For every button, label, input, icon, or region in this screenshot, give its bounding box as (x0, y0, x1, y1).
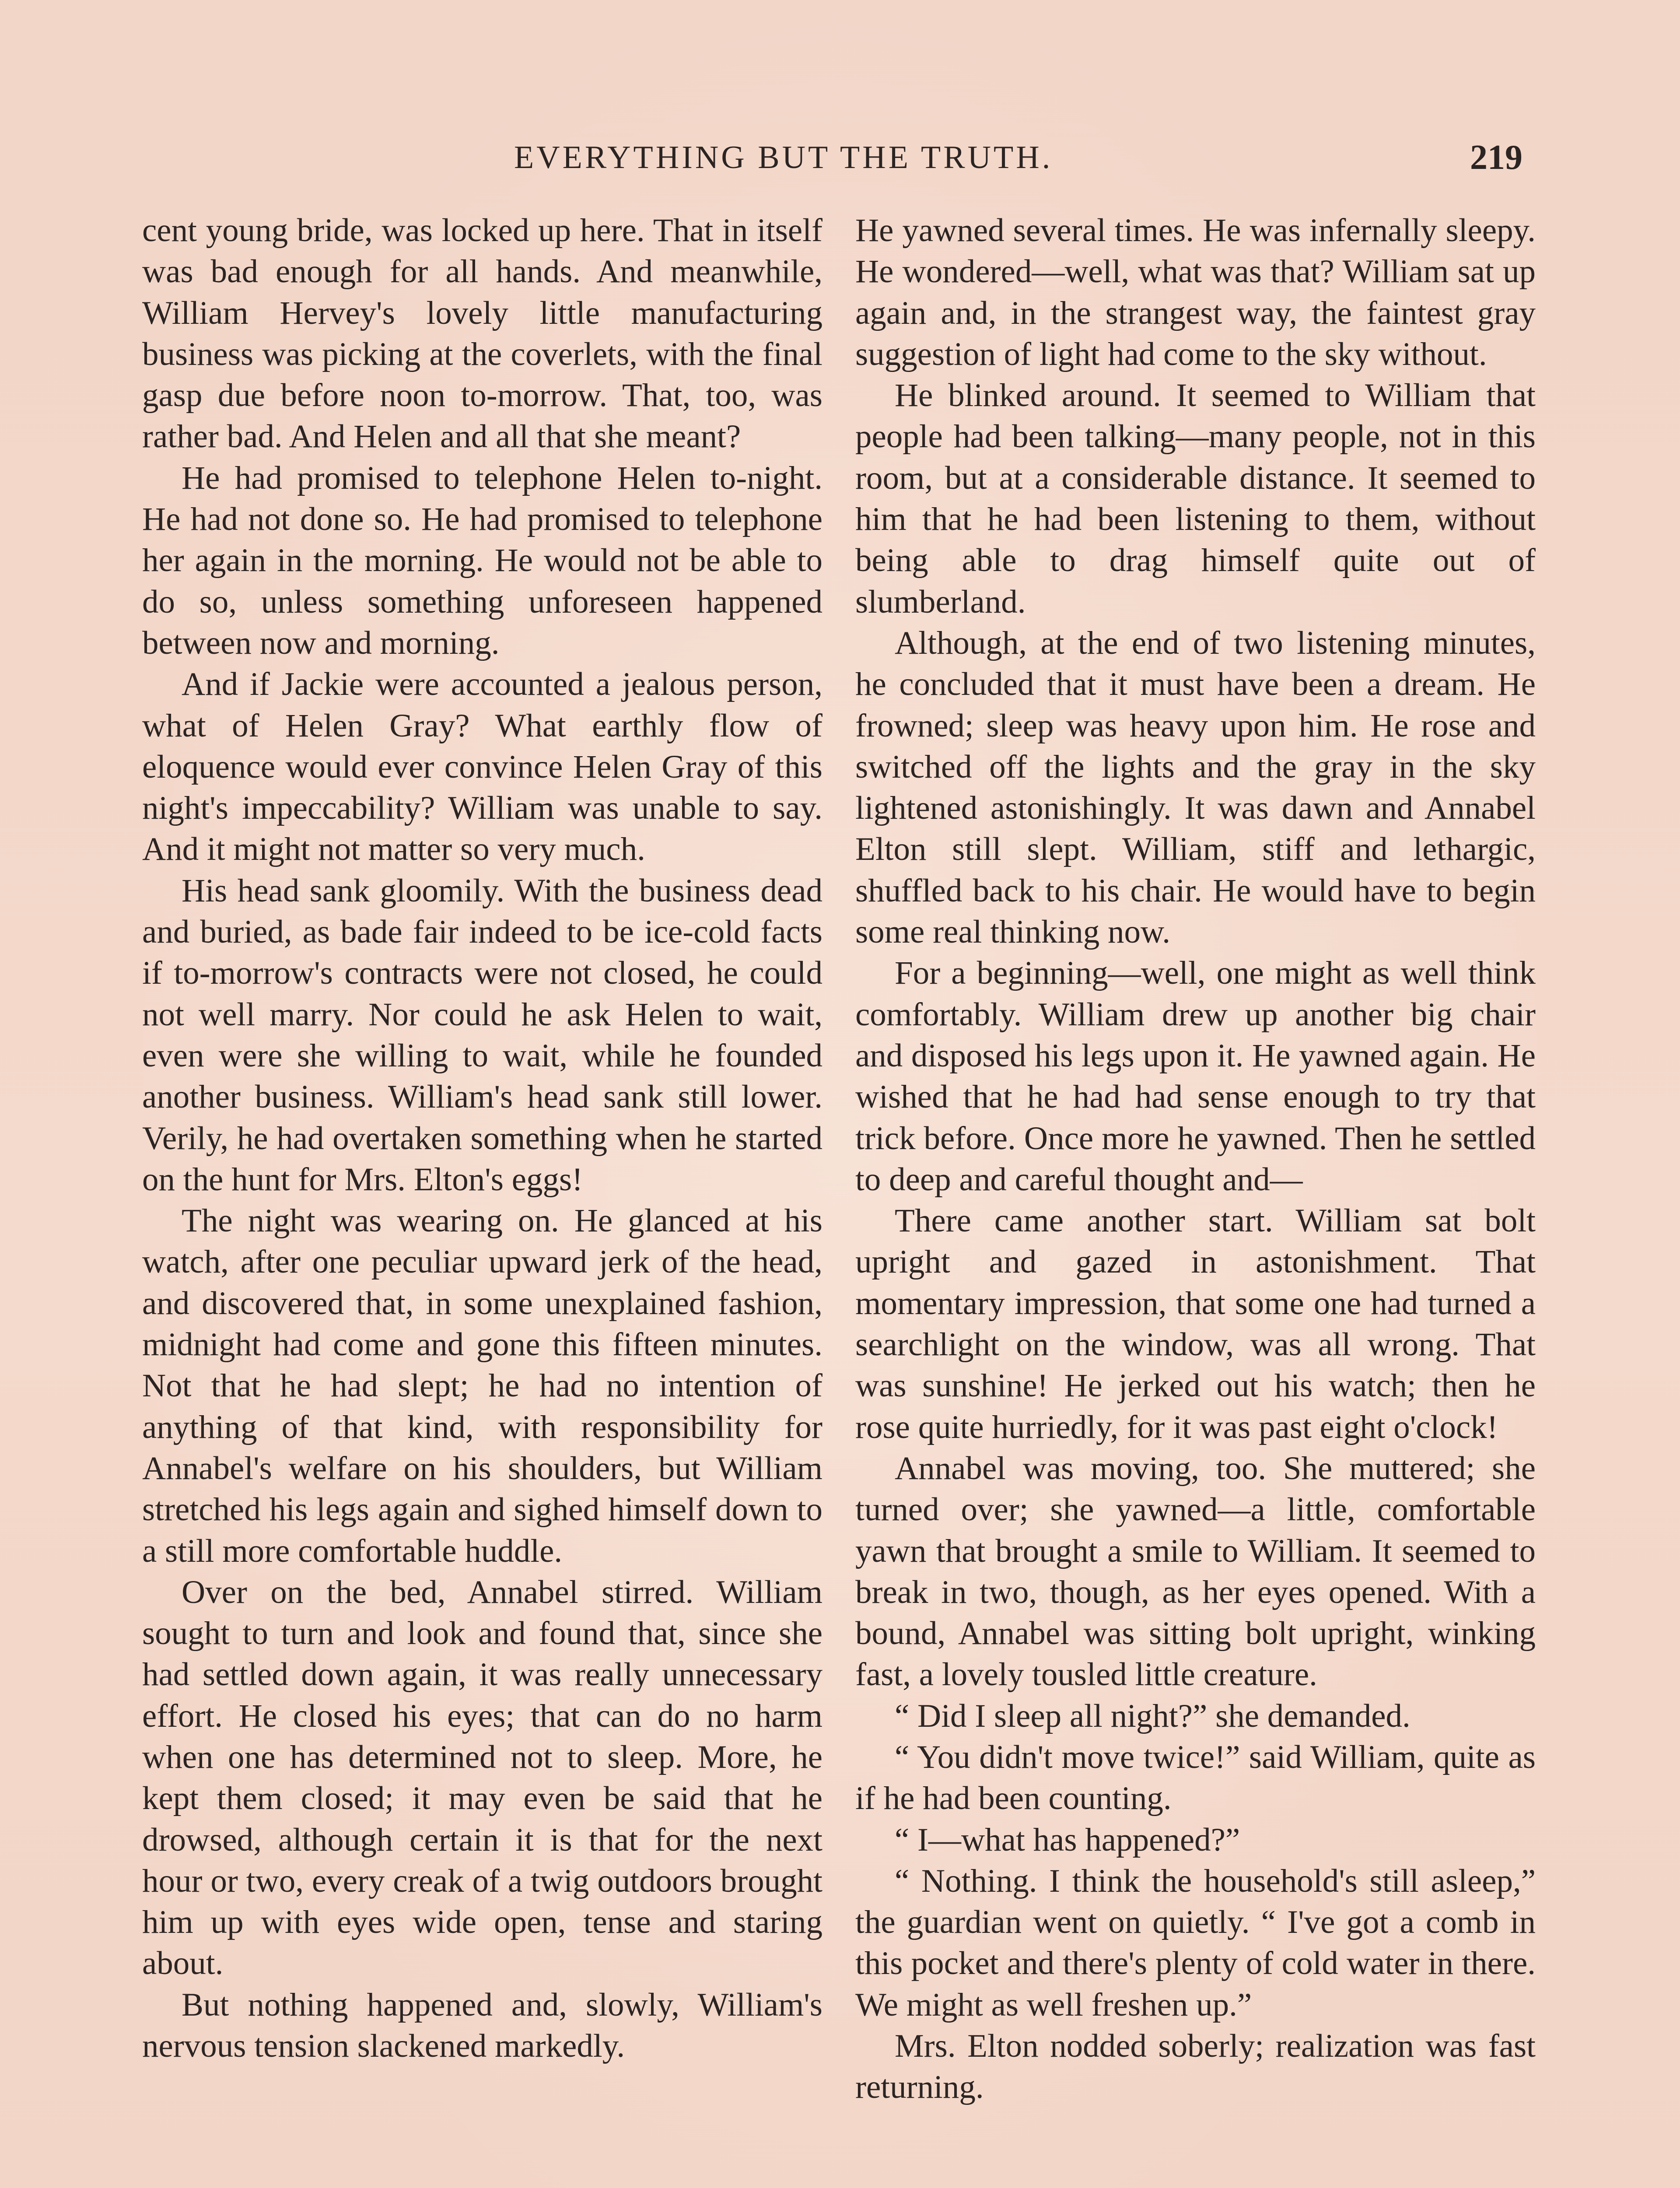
paragraph: Although, at the end of two listening minutes, he concluded that it must have been a dream. He frowned; sleep was heavy upon him. He rose and switched off the lights and the gray in the sky lightened astonishingly. It was dawn and Annabel Elton still slept. William, stiff and lethargic, shuffled back to his chair. He would have to begin some real thinking now. (855, 624, 1536, 950)
paragraph: For a beginning—well, one might as well think comfortably. William drew up another big chair and disposed his legs upon it. He yawned again. He wished that he had had sense enough to try that trick before. Once more he yawned. Then he settled to deep and careful thought and— (855, 955, 1536, 1198)
paragraph: But nothing happened and, slowly, William's nervous tension slackened markedly. (142, 1986, 822, 2065)
right-column (855, 210, 1536, 2108)
paragraph: He blinked around. It seemed to William that people had been talking—many people, not in this room, but at a considerable distance. It seemed to him that he had been listening to them, without being able to drag himself quite out of slumberland. (855, 377, 1536, 620)
page-number: 219 (1470, 138, 1522, 177)
dialogue-line: “ You didn't move twice!” said William, quite as if he had been counting. (855, 1739, 1536, 1817)
dialogue-line: “ Did I sleep all night?” she demanded. (895, 1697, 1410, 1734)
paragraph: The night was wearing on. He glanced at his watch, after one peculiar upward jerk of the head, and discovered that, in some unexplained fashion, midnight had come and gone this fifteen minutes. Not that he had slept; he had no intention of anything of that kind, with responsibility for Annabel's welfare on his shoulders, but William stretched his legs again and sighed himself down to a still more comfortable huddle. (142, 1203, 822, 1569)
running-title: EVERYTHING BUT THE TRUTH. (514, 140, 1053, 175)
page-header (0, 131, 1680, 184)
left-column (142, 210, 822, 2067)
paragraph: cent young bride, was locked up here. That in itself was bad enough for all hands. And meanwhile, William Hervey's lovely little manufacturing business was picking at the coverlets, with the final gasp due before noon to-morrow. That, too, was rather bad. And Helen and all that she meant? (142, 212, 822, 455)
paragraph: Mrs. Elton nodded soberly; realization was fast returning. (855, 2028, 1536, 2106)
paragraph: His head sank gloomily. With the business dead and buried, as bade fair indeed to be ice-cold facts if to-morrow's contracts were not closed, he could not well marry. Nor could he ask Helen to wait, even were she willing to wait, while he founded another business. William's head sank still lower. Verily, he had overtaken something when he started on the hunt for Mrs. Elton's eggs! (142, 872, 822, 1198)
dialogue-line: “ Nothing. I think the household's still asleep,” the guardian went on quietly. “ I've got a comb in this pocket and there's plenty of cold water in there. We might as well freshen up.” (855, 1862, 1536, 2023)
paragraph: And if Jackie were accounted a jealous person, what of Helen Gray? What earthly flow of eloquence would ever convince Helen Gray of this night's impeccability? William was unable to say. And it might not matter so very much. (142, 666, 822, 868)
paragraph: He yawned several times. He was infernally sleepy. He wondered—well, what was that? William sat up again and, in the strangest way, the faintest gray suggestion of light had come to the sky without. (855, 212, 1536, 372)
paragraph: Over on the bed, Annabel stirred. William sought to turn and look and found that, since she had settled down again, it was really unnecessary effort. He closed his eyes; that can do no harm when one has determined not to sleep. More, he kept them closed; it may even be said that he drowsed, although certain it is that for the next hour or two, every creak of a twig outdoors brought him up with eyes wide open, tense and staring about. (142, 1574, 822, 1982)
paragraph: Annabel was moving, too. She muttered; she turned over; she yawned—a little, comfortable yawn that brought a smile to William. It seemed to break in two, though, as her eyes opened. With a bound, Annabel was sitting bolt upright, winking fast, a lovely tousled little creature. (855, 1450, 1536, 1693)
paragraph: There came another start. William sat bolt upright and gazed in astonishment. That momentary impression, that some one had turned a searchlight on the window, was all wrong. That was sunshine! He jerked out his watch; then he rose quite hurriedly, for it was past eight o'clock! (855, 1203, 1536, 1445)
paragraph: He had promised to telephone Helen to-night. He had not done so. He had promised to telephone her again in the morning. He would not be able to do so, unless something unforeseen happened between now and morning. (142, 459, 822, 661)
dialogue-line: “ I—what has happened?” (895, 1821, 1240, 1858)
